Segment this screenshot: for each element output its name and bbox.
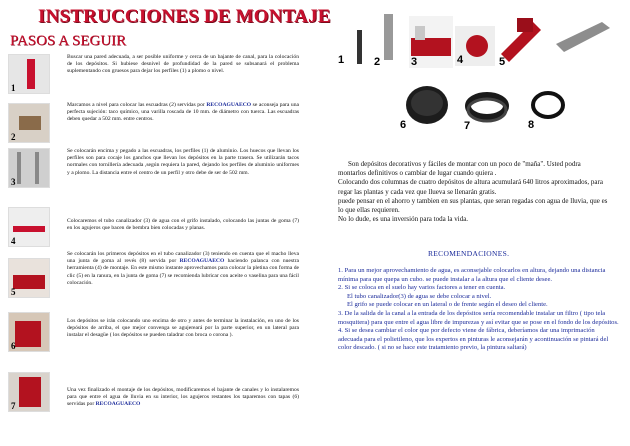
recommendation-item: 3. De la salida de la canal a la entrada de los depósitos sería recomendable instalar un filtro ( tipo tela mosquitera) para que entre el agua libre de impurezas y así evitar que se pose en el fondo de los depósitos. [338,309,619,326]
step-3-image [8,148,50,188]
description-line: puede pensar en el ahorro y tambien en sus plantas, que seran regadas con agua de lluvia, que es lo que ellas requieren. [338,196,608,215]
description-line: Son depósitos decorativos y fáciles de montar con un poco de "maña". Usted podra montarlos definitivos o cambiar de lugar cuando quiera . [338,160,581,178]
photo-number: 7 [464,120,471,132]
recommendation-item: 2. Si se coloca en el suelo hay varios factores a tener en cuenta. [338,284,506,292]
photo-number: 6 [400,119,407,131]
part-photo-2 [372,12,406,68]
step-number: 1 [11,83,16,93]
step-text: se aconseja para una perfecta sujeción: taco químico, una varilla roscada de 10 mm. de diámetro con tuerca. Las escuadras deben quedar a 502 mm. entre centros. [67,102,299,123]
part-photo-5 [497,14,543,68]
step-number: 3 [11,177,16,187]
recommendation-subitem: El grifo se puede colocar en un lateral o de frente según el deseo del cliente. [347,301,548,309]
step-1-text [67,54,299,76]
photo-number: 8 [528,119,535,131]
step-text: Colocaremos el tubo canalizador (3) de agua con el grifo instalado, colocando las juntas de goma (7) en los agujeros que bacen de bembra bien colocadas y planas. [67,218,299,232]
recommendations-title: RECOMENDACIONES. [428,249,510,258]
recommendation-item: 4. Si se desea cambiar el color que por defecto viene de fábrica, deberíamos dar una imprimación adecuada para el polietileno, que los expertos en pinturas le aconsejarán y acontinuación se pintará del color descado. ( si no se hace este tratamiento previo, la pintura saltará) [338,327,609,352]
step-6-image [8,312,50,352]
step-5-image [8,258,50,298]
product-description [338,160,608,224]
part-photo-8 [526,85,566,131]
brand-name: RECOAGUAECO [179,258,225,265]
step-text: Marcamos a nivel para colocar las escuadras (2) servidas por [67,102,205,108]
step-2-text [67,102,299,124]
brand-name: RECOAGUAECO [206,102,252,108]
step-number: 4 [11,236,16,246]
step-number: 5 [11,287,16,297]
description-line: No lo dude, es una inversión para toda la vida. [338,215,469,224]
step-text: haciendo palanca con nuestra herramienta (4) de montaje. En este mismo instante aprovechamos para colocar la pletina con forma de clic (5) en la ranura, en la junta de goma (7) se recomienda lubricar con aceite o vaselina para una fácil colocación. [67,258,299,286]
part-photo-4 [455,26,495,66]
part-photo-long-plate [550,18,614,64]
step-text: Buscar una pared adecuada, a ser posible uniforme y cerca de un bajante de canal, para la colocación de los depósitos. Si hubiese desnivel de profundidad de la pared se subsanará el problema suplementando con gruesos para dejar los perfiles (1) a plomo o nivel. [67,54,299,75]
part-photo-3 [409,16,453,68]
step-6-text [67,318,299,340]
page-title: INSTRUCCIONES DE MONTAJE [38,6,331,27]
part-photo-7 [462,82,510,132]
brand-name: RECOAGUAECO [95,401,141,408]
step-number: 2 [11,132,16,142]
recommendation-subitem: El tubo canalizador(3) de agua se debe colocar a nivel. [347,292,492,300]
photo-number: 4 [457,54,464,66]
recommendation-item: 1. Para un mejor aprovechamiento de agua, es aconsejable colocarlos en altura, dejando una distancia mínima para que quepa un cubo. se puede instalar a la altura que el cliente desee. [338,267,606,283]
part-photo-6 [398,81,450,131]
step-text: Se colocarán encima y pegado a las escuadras, los perfiles (1) de aluminio. Los huecos que llevan los perfiles son para cocaje los ganchos que llevan los depósitos en la parte trasera. Se utilizarán tacos normales con tornillería adecuada ,según requiera la pared, dejando los perfiles de aluminio uniformes y a plomo. La distancia entre el centro de un perfil y otro debe de ser de 502 mm. [67,148,299,176]
step-4-text [67,218,299,232]
step-text: Los depósitos se irán colocando uno encima de otro y antes de terminar la instalación, en uno de los depósitos de arriba, el que mejor convenga se agujereará por la parte superior, en un lateral para instalar el desagüe ( los depósitos se pueden taladrar con broca o corona ). [67,318,299,339]
description-line: Colocando dos columnas de cuatro depósitos de altura acumulará 640 litros aproximados, para regar las plantas y cada vez que llueva se llenarán gratis. [338,178,603,196]
step-7-image [8,372,50,412]
recommendations-list [338,267,620,353]
step-5-text [67,251,299,287]
photo-number: 2 [374,56,381,68]
step-7-text [67,387,299,409]
step-text: Se colocarán los primeros depósitos en el tubo canalizador (3) teniendo en cuenta que el macho lleva una junta de goma al revés (8) servida por [67,251,299,265]
step-1-image [8,54,50,94]
photo-number: 3 [411,56,418,68]
photo-number: 1 [338,54,345,66]
step-number: 6 [11,341,16,351]
section-subtitle: PASOS A SEGUIR [10,33,127,49]
photo-number: 5 [499,56,506,68]
step-2-image [8,103,50,143]
step-text: Una vez finalizado el montaje de los depósitos, modificaremos el bajante de canales y lo instalaremos para que entre el agua de lluvia en su interior, los agujeros restantes los taparemos con tapas (6) servidas por [67,387,299,408]
step-number: 7 [11,401,16,411]
step-4-image [8,207,50,247]
step-3-text [67,148,299,177]
